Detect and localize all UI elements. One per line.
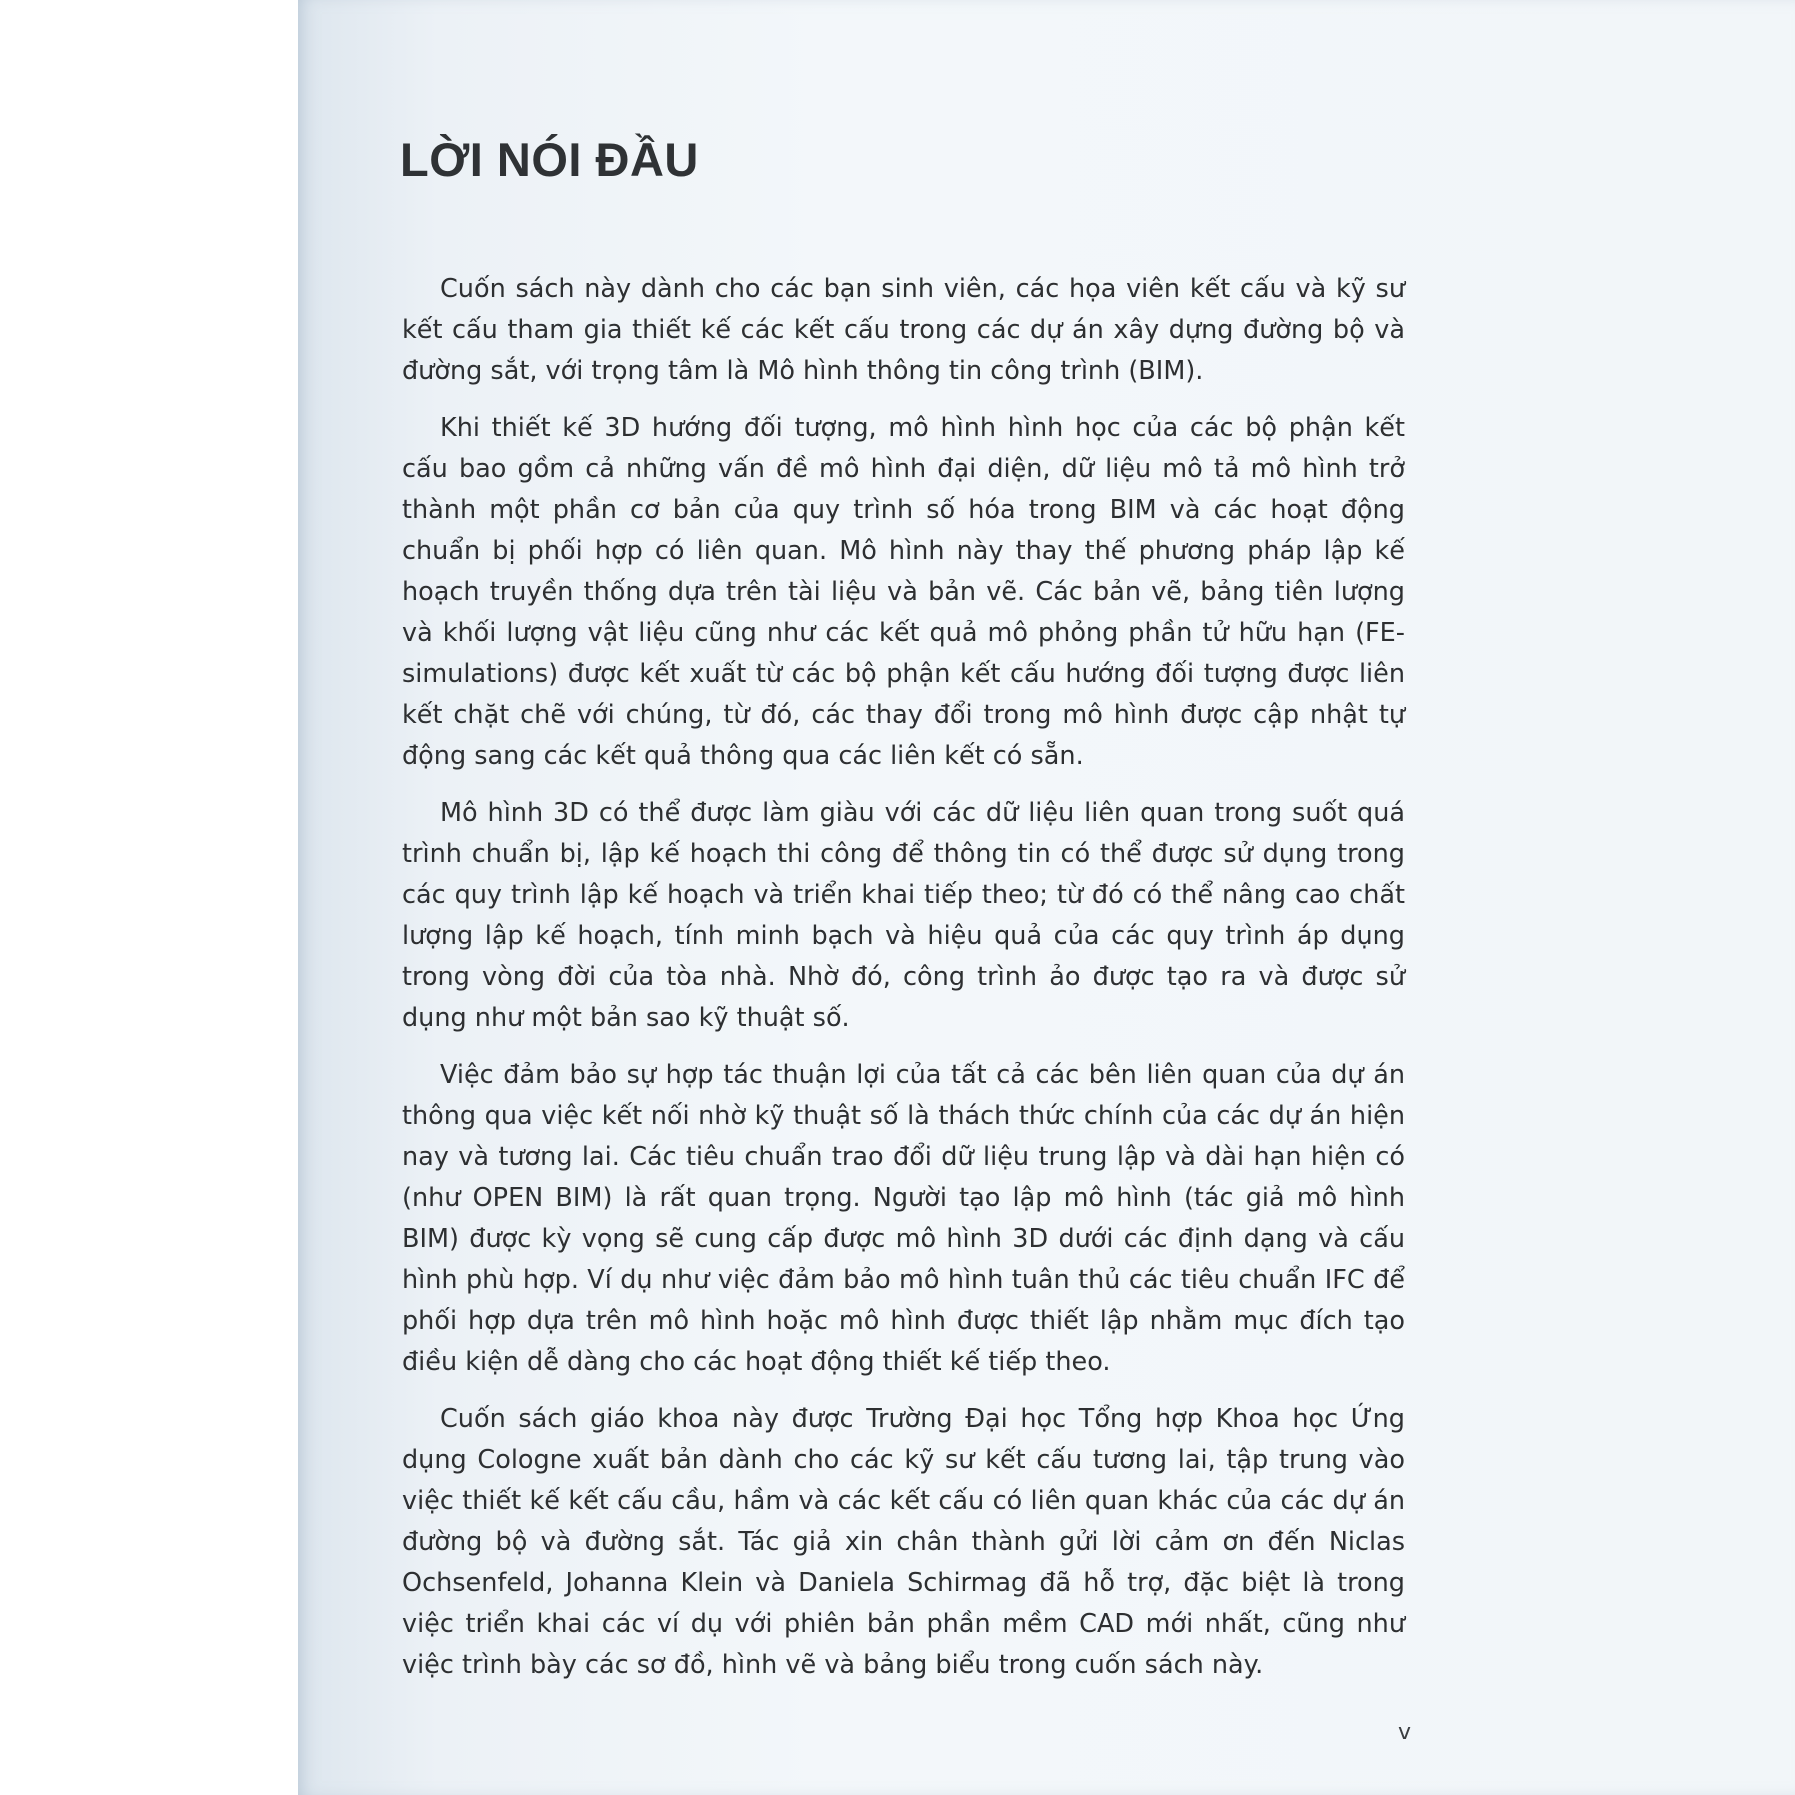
book-page xyxy=(298,0,1795,1795)
paragraph-5: Cuốn sách giáo khoa này được Trường Đại học Tổng hợp Khoa học Ứng dụng Cologne xuất bản dành cho các kỹ sư kết cấu tương lai, tập trung vào việc thiết kế kết cấu cầu, hầm và các kết cấu có liên quan khác của các dự án đường bộ và đường sắt. Tác giả xin chân thành gửi lời cảm ơn đến Niclas Ochsenfeld, Johanna Klein và Daniela Schirmag đã hỗ trợ, đặc biệt là trong việc triển khai các ví dụ với phiên bản phần mềm CAD mới nhất, cũng như việc trình bày các sơ đồ, hình vẽ và bảng biểu trong cuốn sách này. xyxy=(402,1404,1405,1680)
preface-body xyxy=(402,269,1405,1702)
page-heading: LỜI NÓI ĐẦU xyxy=(400,133,699,186)
page-number: v xyxy=(1398,1720,1412,1745)
paragraph-2: Khi thiết kế 3D hướng đối tượng, mô hình hình học của các bộ phận kết cấu bao gồm cả những vấn đề mô hình đại diện, dữ liệu mô tả mô hình trở thành một phần cơ bản của quy trình số hóa trong BIM và các hoạt động chuẩn bị phối hợp có liên quan. Mô hình này thay thế phương pháp lập kế hoạch truyền thống dựa trên tài liệu và bản vẽ. Các bản vẽ, bảng tiên lượng và khối lượng vật liệu cũng như các kết quả mô phỏng phần tử hữu hạn (FE-simulations) được kết xuất từ các bộ phận kết cấu hướng đối tượng được liên kết chặt chẽ với chúng, từ đó, các thay đổi trong mô hình được cập nhật tự động sang các kết quả thông qua các liên kết có sẵn. xyxy=(402,413,1405,771)
paragraph-3: Mô hình 3D có thể được làm giàu với các dữ liệu liên quan trong suốt quá trình chuẩn bị, lập kế hoạch thi công để thông tin có thể được sử dụng trong các quy trình lập kế hoạch và triển khai tiếp theo; từ đó có thể nâng cao chất lượng lập kế hoạch, tính minh bạch và hiệu quả của các quy trình áp dụng trong vòng đời của tòa nhà. Nhờ đó, công trình ảo được tạo ra và được sử dụng như một bản sao kỹ thuật số. xyxy=(402,798,1405,1033)
paragraph-1: Cuốn sách này dành cho các bạn sinh viên, các họa viên kết cấu và kỹ sư kết cấu tham gia thiết kế các kết cấu trong các dự án xây dựng đường bộ và đường sắt, với trọng tâm là Mô hình thông tin công trình (BIM). xyxy=(402,274,1405,386)
paragraph-4: Việc đảm bảo sự hợp tác thuận lợi của tất cả các bên liên quan của dự án thông qua việc kết nối nhờ kỹ thuật số là thách thức chính của các dự án hiện nay và tương lai. Các tiêu chuẩn trao đổi dữ liệu trung lập và dài hạn hiện có (như OPEN BIM) là rất quan trọng. Người tạo lập mô hình (tác giả mô hình BIM) được kỳ vọng sẽ cung cấp được mô hình 3D dưới các định dạng và cấu hình phù hợp. Ví dụ như việc đảm bảo mô hình tuân thủ các tiêu chuẩn IFC để phối hợp dựa trên mô hình hoặc mô hình được thiết lập nhằm mục đích tạo điều kiện dễ dàng cho các hoạt động thiết kế tiếp theo. xyxy=(402,1060,1405,1377)
